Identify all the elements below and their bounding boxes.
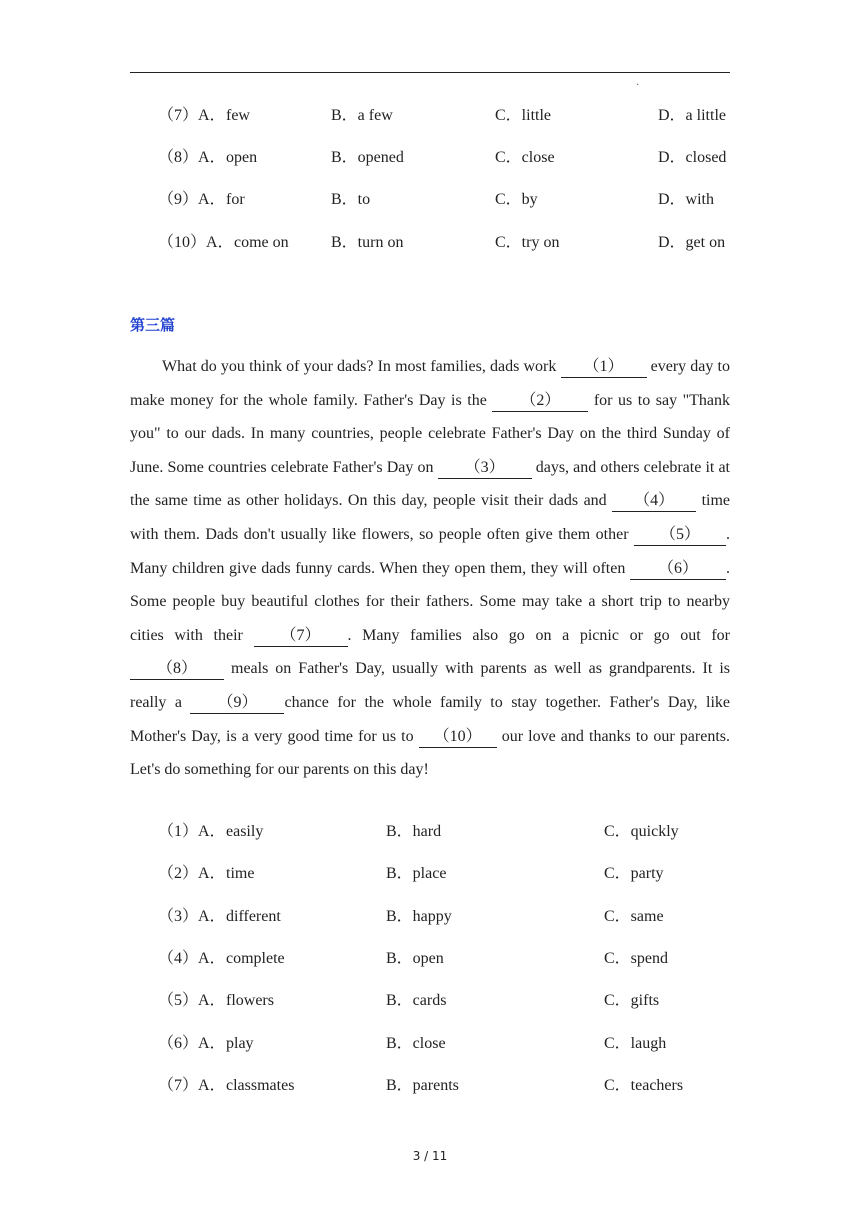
reading-passage: What do you think of your dads? In most families, dads work （1） every day to make money for the whole family. Father's Day is the （2） for us to say "Thank you" to our dads. In many countries, people celebrate Father's Day on the third Sunday of June. Some countries celebrate Father's Day on （3） days, and others celebrate it at the same time as other holidays. On this day, people visit their dads and （4） time with them. Dads don't usually like flowers, so people often give them other （5） . Many children give dads funny cards. When they open them, they will often （6） . Some people buy beautiful clothes for their fathers. Some may take a short trip to nearby cities with their （7） . Many families also go on a picnic or go out for（8） meals on Father's Day, usually with parents as well as grandparents. It is really a （9） chance for the whole family to stay together. Father's Day, like Mother's Day, is a very good time for us to （10） our love and thanks to our parents. Let's do something for our parents on this day!: [130, 358, 731, 779]
blank-7: （7）: [254, 626, 348, 647]
blank-6: （6）: [630, 559, 726, 580]
blank-9: （9）: [190, 693, 284, 714]
blank-3: （3）: [438, 458, 532, 479]
blank-1: （1）: [561, 357, 647, 378]
blank-5: （5）: [634, 525, 726, 546]
section-title: 第三篇: [130, 316, 176, 334]
blank-10: （10）: [419, 727, 497, 748]
blank-4: （4）: [612, 491, 696, 512]
header-rule: [130, 72, 730, 73]
mark-dot: ·: [636, 80, 640, 91]
page-number: 3 / 11: [412, 1149, 448, 1163]
blank-8: （8）: [130, 659, 224, 680]
blank-2: （2）: [492, 391, 588, 412]
